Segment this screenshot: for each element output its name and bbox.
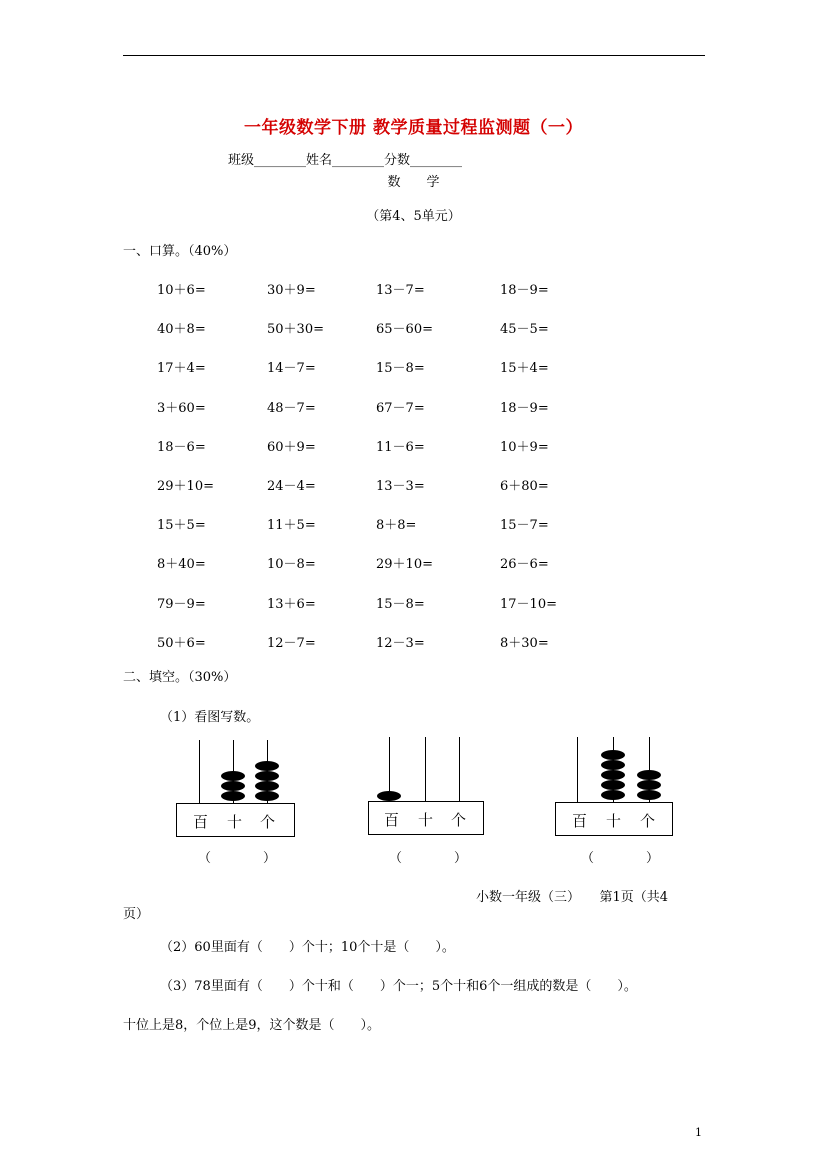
page-footer-wrap: 页） [123,907,150,922]
label-ones: 个 [451,811,467,829]
abacus-frame [368,801,484,835]
calc-problem: 8＋40= [157,557,206,572]
calc-problem: 79－9= [157,597,206,612]
label-tens: 十 [227,813,243,831]
calc-problem: 15－7= [500,518,549,533]
calc-problem: 50＋30= [267,322,324,337]
abacus-rod [199,740,200,804]
calc-problem: 26－6= [500,557,549,572]
calc-problem: 15＋5= [157,518,206,533]
calc-problem: 17－10= [500,597,557,612]
abacus-bead [255,771,279,781]
abacus-bead [255,761,279,771]
calc-problem: 15－8= [376,361,425,376]
calc-problem: 13－7= [376,283,425,298]
calc-problem: 6＋80= [500,479,549,494]
calc-problem: 30＋9= [267,283,316,298]
subject-label: 数 学 [387,175,440,190]
abacus-bead [637,780,661,790]
abacus-bead [255,781,279,791]
calc-problem: 8＋8= [376,518,417,533]
abacus-bead [221,781,245,791]
calc-problem: 65－60= [376,322,433,337]
calc-problem: 40＋8= [157,322,206,337]
student-info-line: 班级________姓名________分数________ [228,153,463,168]
abacus-frame [555,802,673,836]
abacus-bead [255,791,279,801]
calc-problem: 29＋10= [376,557,433,572]
calc-problem: 48－7= [267,401,316,416]
header-rule [123,55,705,56]
calc-problem: 29＋10= [157,479,214,494]
abacus-rod [459,737,460,802]
calc-problem: 17＋4= [157,361,206,376]
calc-problem: 13－3= [376,479,425,494]
calc-problem: 18－9= [500,401,549,416]
calc-problem: 13＋6= [267,597,316,612]
question-2: （2）60里面有（ ）个十；10个十是（ ）。 [160,940,455,955]
calc-problem: 11－6= [376,440,425,455]
section2-heading: 二、填空。（30%） [123,670,237,685]
label-tens: 十 [606,812,622,830]
label-ones: 个 [260,813,276,831]
abacus-rod [425,737,426,802]
calc-problem: 15－8= [376,597,425,612]
abacus-bead [637,790,661,800]
abacus-bead [601,750,625,760]
label-ones: 个 [640,812,656,830]
label-hundreds: 百 [572,812,588,830]
calc-problem: 18－9= [500,283,549,298]
label-hundreds: 百 [193,813,209,831]
abacus-frame [176,803,295,837]
calc-problem: 15＋4= [500,361,549,376]
answer-blank-1[interactable]: （ ） [198,851,277,866]
calc-problem: 45－5= [500,322,549,337]
abacus-bead [221,791,245,801]
page-footer-text: 小数一年级（三） 第1页（共4 [476,890,669,905]
answer-blank-2[interactable]: （ ） [389,851,468,866]
calc-problem: 50＋6= [157,636,206,651]
abacus-bead [601,760,625,770]
calc-problem: 12－3= [376,636,425,651]
section1-heading: 一、口算。（40%） [123,244,237,259]
calc-problem: 18－6= [157,440,206,455]
question-3: （3）78里面有（ ）个十和（ ）个一；5个十和6个一组成的数是（ ）。 [160,979,637,994]
abacus-bead [377,791,401,801]
question-1-prompt: （1）看图写数。 [160,710,260,725]
label-hundreds: 百 [384,811,400,829]
calc-problem: 10－8= [267,557,316,572]
abacus-bead [601,770,625,780]
calc-problem: 67－7= [376,401,425,416]
abacus-bead [637,770,661,780]
calc-problem: 10＋9= [500,440,549,455]
calc-problem: 11＋5= [267,518,316,533]
calc-problem: 12－7= [267,636,316,651]
calc-problem: 8＋30= [500,636,549,651]
calc-problem: 10＋6= [157,283,206,298]
answer-blank-3[interactable]: （ ） [581,851,660,866]
page-number: 1 [695,1126,702,1139]
abacus-bead [601,780,625,790]
question-3-continued: 十位上是8，个位上是9，这个数是（ ）。 [123,1018,381,1033]
abacus-bead [221,771,245,781]
calc-problem: 60＋9= [267,440,316,455]
calc-problem: 14－7= [267,361,316,376]
label-tens: 十 [418,811,434,829]
units-label: （第4、5单元） [366,209,461,224]
abacus-rod [577,737,578,803]
calc-problem: 3＋60= [157,401,206,416]
abacus-bead [601,790,625,800]
calc-problem: 24－4= [267,479,316,494]
page-title: 一年级数学下册 教学质量过程监测题（一） [244,118,583,138]
